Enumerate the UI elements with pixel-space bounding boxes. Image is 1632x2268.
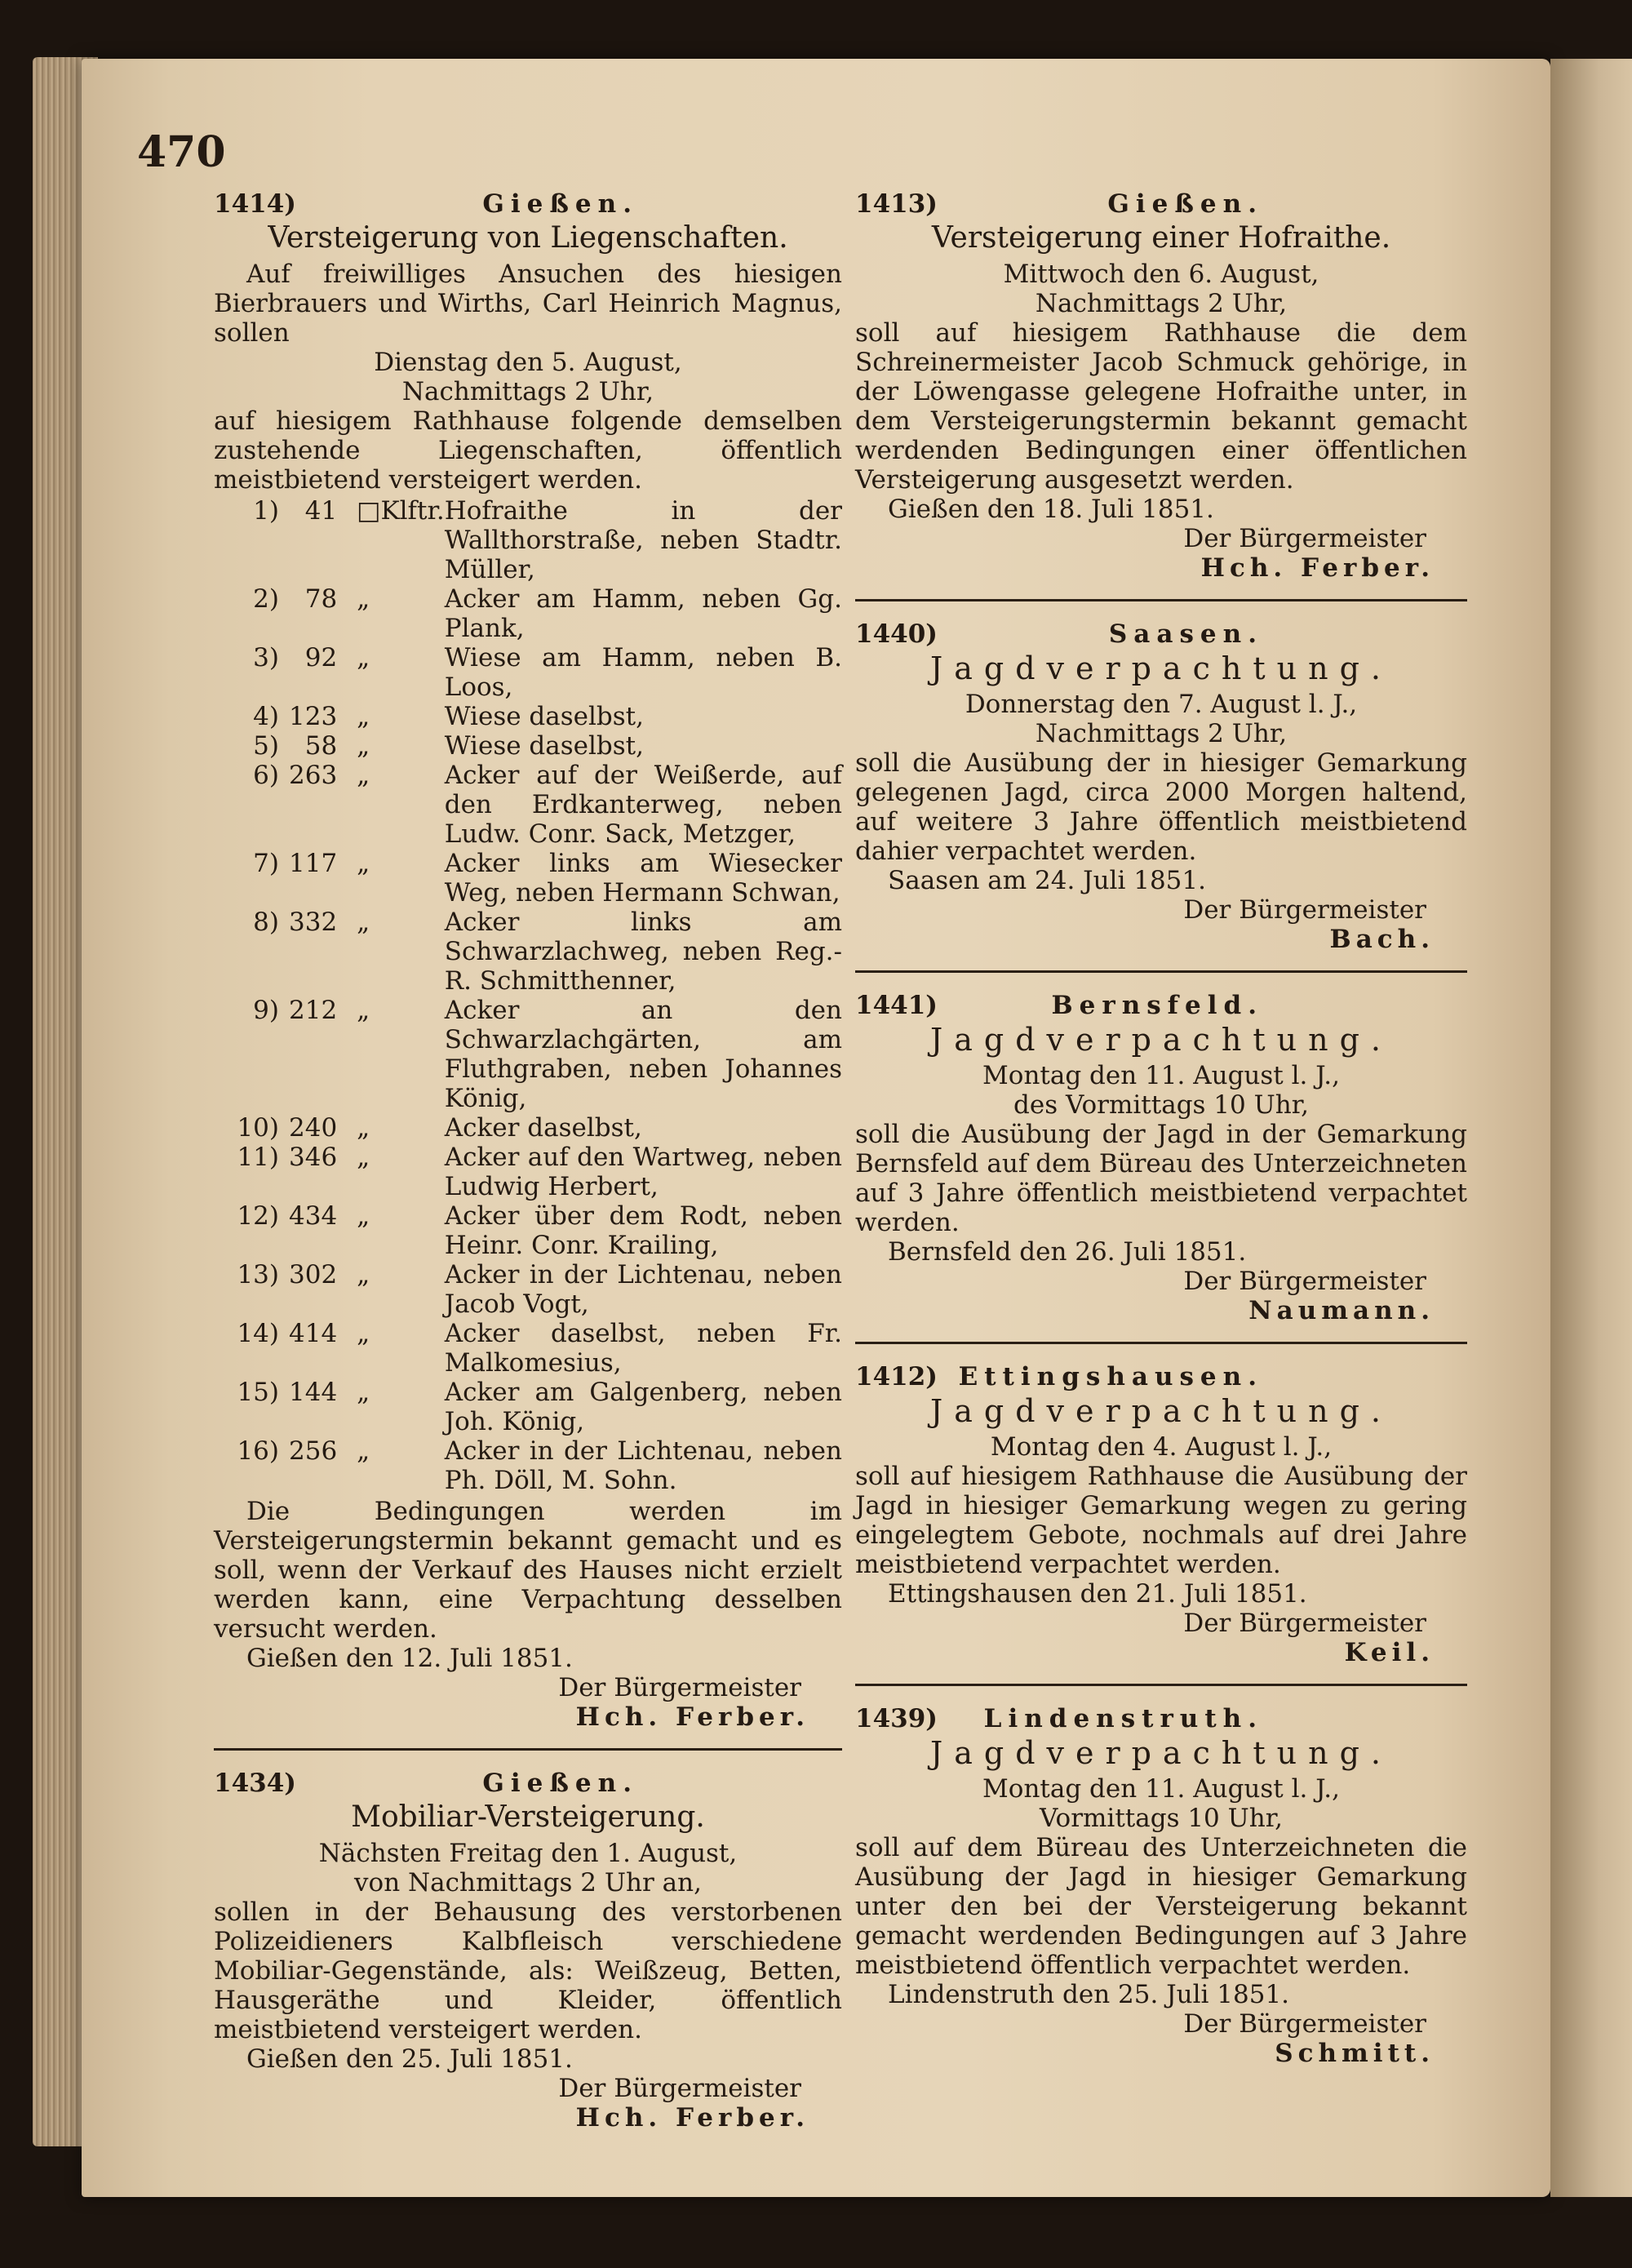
notice-time: Nachmittags 2 Uhr, <box>1035 289 1288 318</box>
lot-desc: Acker an den Schwarzlachgärten, am Fluthgraben, neben Johannes König, <box>444 996 842 1113</box>
lot-desc: Acker links am Schwarzlachweg, neben Reg.-R. Schmitthenner, <box>444 908 842 996</box>
lot-area: 256 <box>289 1436 338 1466</box>
lot-desc: Acker am Hamm, neben Gg. Plank, <box>444 584 842 643</box>
lot-row <box>214 849 842 908</box>
notice-body: sollen in der Behausung des verstorbenen Polizeidieners Kalbfleisch verschiedene Mobiliar-Gegenstände, als: Weißzeug, Betten, Hausgeräthe und Kleider, öffentlich meistbietend versteigert werden. <box>214 1897 842 2044</box>
notice-time: Nachmittags 2 Uhr, <box>401 377 654 406</box>
notice-place: Gießen. <box>482 1769 638 1798</box>
notice-number: 1414) <box>214 189 296 219</box>
signature-title: Der Bürgermeister <box>1183 524 1426 553</box>
lot-no: 10) <box>237 1113 279 1143</box>
notice-place: Bernsfeld. <box>1051 991 1263 1020</box>
lot-row <box>214 996 842 1113</box>
signature-name: Hch. Ferber. <box>1200 553 1435 583</box>
lot-desc: Acker links am Wiesecker Weg, neben Hermann Schwan, <box>444 849 842 908</box>
notice-date: Dienstag den 5. August, <box>374 348 682 377</box>
notice-header <box>855 189 1467 219</box>
notice-dateline: Gießen den 12. Juli 1851. <box>246 1644 573 1673</box>
notice-1439 <box>855 1704 1467 2068</box>
notice-title: Jagdverpachtung. <box>929 650 1393 686</box>
lot-unit: „ <box>357 1319 370 1348</box>
lot-desc: Acker daselbst, neben Fr. Malkomesius, <box>444 1319 842 1378</box>
signature-name: Schmitt. <box>1275 2039 1435 2068</box>
notice-body: soll auf hiesigem Rathhause die dem Schreinermeister Jacob Schmuck gehörige, in der Löwengasse gelegene Hofraithe unter, in dem Versteigerungstermin bekannt gemacht werdenden Bedingungen einer öffentlichen Versteigerung ausgesetzt werden. <box>855 318 1467 495</box>
lot-no: 8) <box>253 908 279 937</box>
notice-date: Montag den 11. August l. J., <box>982 1774 1340 1804</box>
lot-no: 7) <box>253 849 279 878</box>
lot-desc: Wiese am Hamm, neben B. Loos, <box>444 643 842 702</box>
lot-unit: „ <box>357 1260 370 1289</box>
signature-name: Keil. <box>1344 1638 1435 1667</box>
lot-unit: „ <box>357 1201 370 1231</box>
notice-place: Lindenstruth. <box>983 1704 1263 1733</box>
notice-intro: Auf freiwilliges Ansuchen des hiesigen Bierbrauers und Wirths, Carl Heinrich Magnus, sollen <box>214 260 842 348</box>
notice-number: 1412) <box>855 1362 938 1391</box>
lot-desc: Acker in der Lichtenau, neben Ph. Döll, M. Sohn. <box>444 1436 842 1495</box>
lot-no: 4) <box>253 702 279 731</box>
lot-area: 212 <box>289 996 338 1025</box>
divider-rule <box>855 599 1467 601</box>
notice-title: Jagdverpachtung. <box>929 1022 1393 1058</box>
notice-1414 <box>214 189 842 1732</box>
notice-place: Saasen. <box>1108 619 1263 649</box>
lot-row <box>214 731 842 761</box>
notice-conditions: Die Bedingungen werden im Versteigerungstermin bekannt gemacht und es soll, wenn der Verkauf des Hauses nicht erzielt werden kann, eine Verpachtung desselben versucht werden. <box>214 1497 842 1644</box>
notice-header <box>214 1769 842 1798</box>
lot-no: 9) <box>253 996 279 1025</box>
lot-area: 434 <box>289 1201 338 1231</box>
lot-unit: „ <box>357 908 370 937</box>
notice-1441 <box>855 991 1467 1325</box>
signature-name: Hch. Ferber. <box>575 1702 809 1732</box>
lot-desc: Acker auf der Weißerde, auf den Erdkanterweg, neben Ludw. Conr. Sack, Metzger, <box>444 761 842 849</box>
lot-area: 144 <box>289 1378 338 1407</box>
lot-unit: „ <box>357 643 370 672</box>
lot-row <box>214 761 842 849</box>
lot-desc: Acker daselbst, <box>444 1113 642 1143</box>
left-column <box>214 189 842 2144</box>
notice-body: soll auf dem Büreau des Unterzeichneten die Ausübung der Jagd in hiesiger Gemarkung unter den bei der Versteigerung bekannt gemacht werdenden Bedingungen auf 3 Jahre meistbietend öffentlich verpachtet werden. <box>855 1833 1467 1980</box>
notice-header <box>214 189 842 219</box>
signature-title: Der Bürgermeister <box>558 2074 801 2103</box>
lot-unit: „ <box>357 1113 370 1143</box>
lots-table <box>214 496 842 1495</box>
lot-no: 5) <box>253 731 279 761</box>
notice-1434 <box>214 1769 842 2133</box>
lot-area: 240 <box>289 1113 338 1143</box>
lot-unit: „ <box>357 702 370 731</box>
notice-number: 1413) <box>855 189 938 219</box>
lot-area: 41 <box>304 496 338 526</box>
notice-body: soll auf hiesigem Rathhause die Ausübung der Jagd in hiesiger Gemarkung wegen zu gering eingelegtem Gebote, nochmals auf drei Jahre meistbietend verpachtet werden. <box>855 1462 1467 1579</box>
lot-no: 15) <box>237 1378 279 1407</box>
signature-name: Hch. Ferber. <box>575 2103 809 2133</box>
lot-area: 346 <box>289 1143 338 1172</box>
lot-area: 263 <box>289 761 338 790</box>
notice-title: Versteigerung einer Hofraithe. <box>931 221 1391 255</box>
lot-unit: „ <box>357 1436 370 1466</box>
facing-page-edge <box>1550 59 1632 2197</box>
notice-time: Nachmittags 2 Uhr, <box>1035 719 1288 748</box>
notice-header <box>855 1704 1467 1733</box>
divider-rule <box>855 1342 1467 1344</box>
notice-1440 <box>855 619 1467 954</box>
lot-area: 92 <box>304 643 338 672</box>
lot-unit: „ <box>357 996 370 1025</box>
lot-area: 123 <box>289 702 338 731</box>
divider-rule <box>214 1748 842 1751</box>
lot-row <box>214 1113 842 1143</box>
notice-title: Mobiliar-Versteigerung. <box>351 1800 705 1834</box>
signature-title: Der Bürgermeister <box>1183 1267 1426 1296</box>
notice-dateline: Ettingshausen den 21. Juli 1851. <box>888 1579 1307 1609</box>
lot-area: 117 <box>289 849 338 878</box>
lot-desc: Acker am Galgenberg, neben Joh. König, <box>444 1378 842 1436</box>
lot-row <box>214 1436 842 1495</box>
notice-time: von Nachmittags 2 Uhr an, <box>354 1868 702 1897</box>
lot-unit: „ <box>357 761 370 790</box>
lot-row <box>214 643 842 702</box>
notice-1412 <box>855 1362 1467 1667</box>
lot-desc: Acker auf den Wartweg, neben Ludwig Herbert, <box>444 1143 842 1201</box>
lot-unit: „ <box>357 584 370 614</box>
notice-date: Mittwoch den 6. August, <box>1003 260 1319 289</box>
lot-unit: „ <box>357 849 370 878</box>
lot-no: 2) <box>253 584 279 614</box>
lot-desc: Acker über dem Rodt, neben Heinr. Conr. Krailing, <box>444 1201 842 1260</box>
lot-row <box>214 1319 842 1378</box>
notice-body: soll die Ausübung der Jagd in der Gemarkung Bernsfeld auf dem Büreau des Unterzeichneten auf 3 Jahre öffentlich meistbietend verpachtet werden. <box>855 1120 1467 1237</box>
notice-date: Nächsten Freitag den 1. August, <box>318 1839 738 1868</box>
divider-rule <box>855 970 1467 973</box>
lot-no: 14) <box>237 1319 279 1348</box>
notice-date: Montag den 4. August l. J., <box>990 1432 1333 1462</box>
lot-row <box>214 908 842 996</box>
notice-place: Gießen. <box>482 189 638 219</box>
lot-row <box>214 1201 842 1260</box>
lot-row <box>214 1260 842 1319</box>
lot-unit: „ <box>357 1143 370 1172</box>
signature-title: Der Bürgermeister <box>1183 895 1426 925</box>
lot-area: 332 <box>289 908 338 937</box>
notice-number: 1440) <box>855 619 938 649</box>
notice-title: Jagdverpachtung. <box>929 1735 1393 1771</box>
lot-row <box>214 702 842 731</box>
lot-desc: Acker in der Lichtenau, neben Jacob Vogt, <box>444 1260 842 1319</box>
notice-dateline: Saasen am 24. Juli 1851. <box>888 866 1206 895</box>
signature-title: Der Bürgermeister <box>558 1673 801 1702</box>
signature-name: Bach. <box>1329 925 1435 954</box>
notice-dateline: Lindenstruth den 25. Juli 1851. <box>888 1980 1290 2009</box>
lot-no: 13) <box>237 1260 279 1289</box>
notice-time: Vormittags 10 Uhr, <box>1040 1804 1283 1833</box>
lot-desc: Hofraithe in der Wallthorstraße, neben Stadtr. Müller, <box>444 496 842 584</box>
lot-row <box>214 1143 842 1201</box>
lot-area: 58 <box>304 731 338 761</box>
lot-area: 302 <box>289 1260 338 1289</box>
lot-no: 3) <box>253 643 279 672</box>
notice-place: Ettingshausen. <box>958 1362 1263 1391</box>
notice-header <box>855 1362 1467 1391</box>
lot-no: 11) <box>237 1143 279 1172</box>
notice-number: 1434) <box>214 1769 296 1798</box>
notice-title: Versteigerung von Liegenschaften. <box>268 221 788 255</box>
notice-number: 1441) <box>855 991 938 1020</box>
lot-row <box>214 584 842 643</box>
lot-no: 1) <box>253 496 279 526</box>
notice-dateline: Gießen den 18. Juli 1851. <box>888 495 1214 524</box>
lot-unit: „ <box>357 731 370 761</box>
notice-header <box>855 619 1467 649</box>
page-number: 470 <box>137 127 226 177</box>
lot-row <box>214 496 842 584</box>
lot-unit: □Klftr. <box>357 496 445 526</box>
notice-date: Montag den 11. August l. J., <box>982 1061 1340 1090</box>
lot-area: 78 <box>304 584 338 614</box>
notice-1413 <box>855 189 1467 583</box>
divider-rule <box>855 1684 1467 1686</box>
notice-intro-continued: auf hiesigem Rathhause folgende demselben zustehende Liegenschaften, öffentlich meistbietend versteigert werden. <box>214 406 842 495</box>
notice-dateline: Bernsfeld den 26. Juli 1851. <box>888 1237 1247 1267</box>
notice-number: 1439) <box>855 1704 938 1733</box>
lot-row <box>214 1378 842 1436</box>
signature-title: Der Bürgermeister <box>1183 2009 1426 2039</box>
notice-time: des Vormittags 10 Uhr, <box>1013 1090 1309 1120</box>
notice-date: Donnerstag den 7. August l. J., <box>965 690 1358 719</box>
notice-place: Gießen. <box>1107 189 1263 219</box>
notice-body: soll die Ausübung der in hiesiger Gemarkung gelegenen Jagd, circa 2000 Morgen haltend, auf weitere 3 Jahre öffentlich meistbietend dahier verpachtet werden. <box>855 748 1467 866</box>
notice-title: Jagdverpachtung. <box>929 1393 1393 1429</box>
right-column <box>855 189 1467 2079</box>
notice-dateline: Gießen den 25. Juli 1851. <box>246 2044 573 2074</box>
lot-desc: Wiese daselbst, <box>444 731 644 761</box>
lot-no: 16) <box>237 1436 279 1466</box>
lot-no: 6) <box>253 761 279 790</box>
lot-area: 414 <box>289 1319 338 1348</box>
notice-header <box>855 991 1467 1020</box>
signature-name: Naumann. <box>1248 1296 1435 1325</box>
signature-title: Der Bürgermeister <box>1183 1609 1426 1638</box>
lot-desc: Wiese daselbst, <box>444 702 644 731</box>
lot-no: 12) <box>237 1201 279 1231</box>
lot-unit: „ <box>357 1378 370 1407</box>
